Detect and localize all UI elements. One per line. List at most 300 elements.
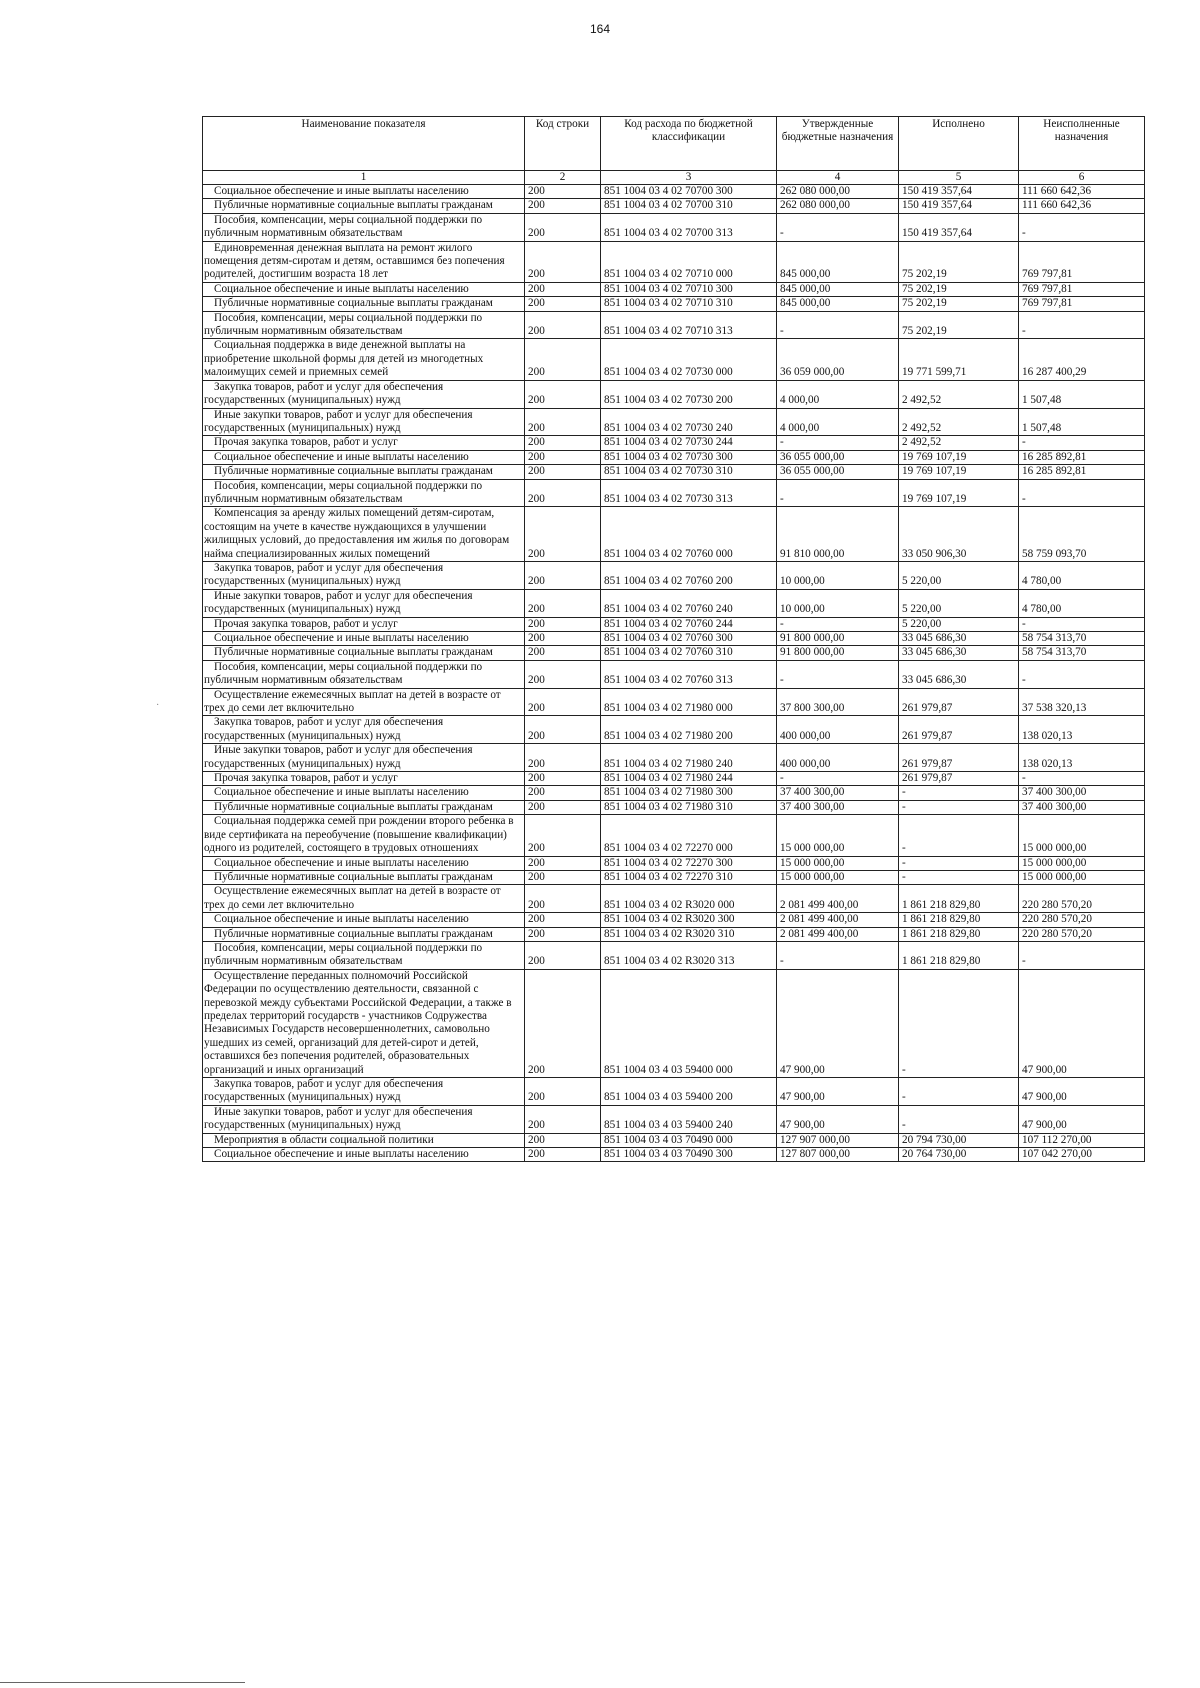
cell-expense-code: 851 1004 03 4 03 70490 000 [601,1133,777,1147]
table-row [203,646,1145,660]
cell-executed: - [899,786,1019,800]
cell-approved: 127 907 000,00 [777,1133,899,1147]
cell-executed: 19 769 107,19 [899,479,1019,507]
cell-remaining: 1 507,48 [1019,408,1145,436]
cell-indicator-name [203,185,525,199]
cell-executed: 150 419 357,64 [899,213,1019,241]
header-row [203,117,1145,171]
cell-expense-code: 851 1004 03 4 02 71980 240 [601,744,777,772]
indicator-text: Публичные нормативные социальные выплаты гражданам [214,199,493,212]
cell-line-code: 200 [525,800,601,814]
table-row [203,927,1145,941]
table-row [203,913,1145,927]
cell-indicator-name [203,800,525,814]
cell-approved: 845 000,00 [777,241,899,282]
table-row [203,436,1145,450]
indicator-text: Закупка товаров, работ и услуг для обеспечения государственных (муниципальных) нужд [204,380,444,407]
cell-line-code: 200 [525,213,601,241]
cell-remaining: 58 754 313,70 [1019,632,1145,646]
cell-executed: - [899,1105,1019,1133]
cell-executed: 150 419 357,64 [899,185,1019,199]
cell-approved: 36 055 000,00 [777,450,899,464]
cell-remaining: 4 780,00 [1019,589,1145,617]
cell-indicator-name [203,941,525,969]
cell-line-code: 200 [525,561,601,589]
cell-approved: 36 059 000,00 [777,339,899,380]
cell-indicator-name [203,297,525,311]
cell-remaining: - [1019,311,1145,339]
table-row [203,1105,1145,1133]
cell-executed: 2 492,52 [899,436,1019,450]
table-row [203,185,1145,199]
cell-executed: 19 771 599,71 [899,339,1019,380]
cell-indicator-name [203,465,525,479]
cell-line-code: 200 [525,507,601,562]
cell-approved: 37 800 300,00 [777,688,899,716]
indicator-text: Публичные нормативные социальные выплаты гражданам [214,870,493,883]
cell-indicator-name [203,339,525,380]
cell-approved: 47 900,00 [777,1078,899,1106]
cell-line-code: 200 [525,688,601,716]
cell-expense-code: 851 1004 03 4 02 70700 310 [601,199,777,213]
cell-line-code: 200 [525,617,601,631]
cell-approved: 2 081 499 400,00 [777,913,899,927]
cell-line-code: 200 [525,646,601,660]
cell-expense-code: 851 1004 03 4 03 59400 200 [601,1078,777,1106]
cell-remaining: 16 285 892,81 [1019,465,1145,479]
table-row [203,660,1145,688]
cell-indicator-name [203,282,525,296]
cell-executed: 261 979,87 [899,688,1019,716]
cell-remaining: 37 400 300,00 [1019,800,1145,814]
cell-executed: 20 794 730,00 [899,1133,1019,1147]
table-row [203,885,1145,913]
cell-indicator-name [203,213,525,241]
cell-line-code: 200 [525,716,601,744]
column-number: 6 [1019,171,1145,185]
cell-executed: 5 220,00 [899,561,1019,589]
indicator-text: Прочая закупка товаров, работ и услуг [214,436,398,449]
cell-approved: - [777,311,899,339]
cell-approved: 845 000,00 [777,297,899,311]
cell-approved: 4 000,00 [777,380,899,408]
cell-executed: 261 979,87 [899,716,1019,744]
cell-line-code: 200 [525,465,601,479]
cell-remaining: 769 797,81 [1019,297,1145,311]
header-executed: Исполнено [899,117,1019,171]
cell-approved: 262 080 000,00 [777,199,899,213]
cell-indicator-name [203,1105,525,1133]
cell-expense-code: 851 1004 03 4 02 71980 244 [601,772,777,786]
cell-executed: 20 764 730,00 [899,1148,1019,1162]
table-row [203,297,1145,311]
indicator-text: Осуществление ежемесячных выплат на детей в возрасте от трех до семи лет включительно [204,885,501,911]
cell-line-code: 200 [525,311,601,339]
table-row [203,856,1145,870]
cell-indicator-name [203,646,525,660]
cell-expense-code: 851 1004 03 4 02 70710 310 [601,297,777,311]
cell-indicator-name [203,380,525,408]
cell-remaining: 15 000 000,00 [1019,815,1145,856]
cell-expense-code: 851 1004 03 4 03 70490 300 [601,1148,777,1162]
cell-remaining: 15 000 000,00 [1019,856,1145,870]
indicator-text: Социальное обеспечение и иные выплаты населению [214,450,469,463]
cell-remaining: 16 285 892,81 [1019,450,1145,464]
cell-approved: 127 807 000,00 [777,1148,899,1162]
cell-executed: 33 050 906,30 [899,507,1019,562]
indicator-text: Закупка товаров, работ и услуг для обеспечения государственных (муниципальных) нужд [204,561,444,588]
indicator-text: Социальное обеспечение и иные выплаты населению [214,282,469,295]
header-indicator-name: Наименование показателя [203,117,525,171]
indicator-text: Пособия, компенсации, меры социальной поддержки по публичным нормативным обязательствам [204,213,483,240]
table-row [203,800,1145,814]
cell-remaining: 769 797,81 [1019,282,1145,296]
cell-remaining: - [1019,213,1145,241]
cell-line-code: 200 [525,969,601,1077]
cell-line-code: 200 [525,185,601,199]
table-body [203,185,1145,1162]
table-row [203,617,1145,631]
cell-remaining: 111 660 642,36 [1019,185,1145,199]
cell-executed: 2 492,52 [899,408,1019,436]
cell-indicator-name [203,561,525,589]
column-number: 1 [203,171,525,185]
cell-line-code: 200 [525,744,601,772]
cell-line-code: 200 [525,479,601,507]
column-number: 3 [601,171,777,185]
table-row [203,561,1145,589]
indicator-text: Публичные нормативные социальные выплаты гражданам [214,927,493,940]
cell-line-code: 200 [525,241,601,282]
cell-remaining: 15 000 000,00 [1019,870,1145,884]
cell-line-code: 200 [525,199,601,213]
cell-executed: 75 202,19 [899,311,1019,339]
cell-executed: 5 220,00 [899,589,1019,617]
indicator-text: Пособия, компенсации, меры социальной поддержки по публичным нормативным обязательствам [204,660,483,687]
cell-approved: 15 000 000,00 [777,870,899,884]
cell-expense-code: 851 1004 03 4 02 71980 310 [601,800,777,814]
cell-remaining: 107 112 270,00 [1019,1133,1145,1147]
cell-indicator-name [203,311,525,339]
cell-executed: 1 861 218 829,80 [899,941,1019,969]
cell-expense-code: 851 1004 03 4 03 59400 000 [601,969,777,1077]
cell-remaining: 1 507,48 [1019,380,1145,408]
cell-executed: 33 045 686,30 [899,646,1019,660]
column-number-row [203,171,1145,185]
table-row [203,311,1145,339]
cell-remaining: 16 287 400,29 [1019,339,1145,380]
cell-executed: 261 979,87 [899,744,1019,772]
cell-remaining: 769 797,81 [1019,241,1145,282]
cell-executed: 75 202,19 [899,282,1019,296]
header-line-code: Код строки [525,117,601,171]
cell-executed: - [899,1078,1019,1106]
cell-indicator-name [203,199,525,213]
cell-line-code: 200 [525,913,601,927]
cell-expense-code: 851 1004 03 4 02 70760 200 [601,561,777,589]
cell-expense-code: 851 1004 03 4 02 72270 300 [601,856,777,870]
cell-indicator-name [203,1078,525,1106]
cell-executed: 1 861 218 829,80 [899,913,1019,927]
cell-expense-code: 851 1004 03 4 02 70760 310 [601,646,777,660]
table-row [203,450,1145,464]
cell-line-code: 200 [525,436,601,450]
cell-executed: 33 045 686,30 [899,660,1019,688]
cell-approved: 15 000 000,00 [777,815,899,856]
indicator-text: Компенсация за аренду жилых помещений детям-сиротам, состоящим на учете в качестве нуждающихся в улучшении жилищных условий, до предоставления им жилья по договорам найма специализированных жилых помещений [204,507,510,560]
cell-line-code: 200 [525,632,601,646]
cell-indicator-name [203,436,525,450]
cell-expense-code: 851 1004 03 4 02 70730 200 [601,380,777,408]
cell-remaining: 47 900,00 [1019,969,1145,1077]
cell-executed: 261 979,87 [899,772,1019,786]
header-approved: Утвержденные бюджетные назначения [777,117,899,171]
cell-line-code: 200 [525,589,601,617]
indicator-text: Пособия, компенсации, меры социальной поддержки по публичным нормативным обязательствам [204,941,483,968]
cell-indicator-name [203,885,525,913]
indicator-text: Иные закупки товаров, работ и услуг для обеспечения государственных (муниципальных) нужд [204,589,473,616]
cell-remaining: 4 780,00 [1019,561,1145,589]
cell-expense-code: 851 1004 03 4 02 70760 313 [601,660,777,688]
column-number: 4 [777,171,899,185]
indicator-text: Публичные нормативные социальные выплаты гражданам [214,297,493,310]
cell-approved: 10 000,00 [777,589,899,617]
cell-line-code: 200 [525,786,601,800]
indicator-text: Осуществление ежемесячных выплат на детей в возрасте от трех до семи лет включительно [204,688,501,715]
cell-expense-code: 851 1004 03 4 02 70730 000 [601,339,777,380]
cell-remaining: 220 280 570,20 [1019,885,1145,913]
indicator-text: Публичные нормативные социальные выплаты гражданам [214,465,493,478]
cell-executed: 2 492,52 [899,380,1019,408]
table-row [203,786,1145,800]
cell-expense-code: 851 1004 03 4 02 72270 310 [601,870,777,884]
indicator-text: Прочая закупка товаров, работ и услуг [214,772,398,785]
cell-approved: 4 000,00 [777,408,899,436]
table-row [203,632,1145,646]
cell-indicator-name [203,870,525,884]
cell-remaining: 37 538 320,13 [1019,688,1145,716]
page-number: 164 [589,22,611,36]
cell-executed: 19 769 107,19 [899,450,1019,464]
table-row [203,339,1145,380]
cell-expense-code: 851 1004 03 4 02 70710 000 [601,241,777,282]
cell-approved: - [777,436,899,450]
cell-approved: 400 000,00 [777,744,899,772]
cell-line-code: 200 [525,1105,601,1133]
cell-expense-code: 851 1004 03 4 02 70760 244 [601,617,777,631]
cell-executed: 1 861 218 829,80 [899,927,1019,941]
cell-approved: - [777,617,899,631]
cell-expense-code: 851 1004 03 4 02 70760 240 [601,589,777,617]
indicator-text: Закупка товаров, работ и услуг для обеспечения государственных (муниципальных) нужд [204,716,444,742]
table-row [203,870,1145,884]
cell-line-code: 200 [525,885,601,913]
cell-remaining: 220 280 570,20 [1019,927,1145,941]
cell-remaining: - [1019,617,1145,631]
indicator-text: Иные закупки товаров, работ и услуг для обеспечения государственных (муниципальных) нужд [204,744,473,770]
cell-approved: - [777,772,899,786]
indicator-text: Социальное обеспечение и иные выплаты населению [214,856,469,869]
cell-remaining: 58 754 313,70 [1019,646,1145,660]
cell-executed: - [899,800,1019,814]
table-row [203,465,1145,479]
cell-remaining: 138 020,13 [1019,716,1145,744]
cell-line-code: 200 [525,1078,601,1106]
cell-line-code: 200 [525,772,601,786]
cell-line-code: 200 [525,815,601,856]
cell-expense-code: 851 1004 03 4 02 70710 300 [601,282,777,296]
cell-remaining: 138 020,13 [1019,744,1145,772]
cell-expense-code: 851 1004 03 4 02 70730 310 [601,465,777,479]
cell-approved: 400 000,00 [777,716,899,744]
cell-line-code: 200 [525,870,601,884]
cell-indicator-name [203,241,525,282]
cell-line-code: 200 [525,1148,601,1162]
indicator-text: Публичные нормативные социальные выплаты гражданам [214,646,493,659]
cell-executed: 1 861 218 829,80 [899,885,1019,913]
table-row [203,1148,1145,1162]
cell-indicator-name [203,688,525,716]
cell-indicator-name [203,786,525,800]
cell-expense-code: 851 1004 03 4 03 59400 240 [601,1105,777,1133]
table-row [203,772,1145,786]
cell-expense-code: 851 1004 03 4 02 70730 240 [601,408,777,436]
indicator-text: Мероприятия в области социальной политики [214,1133,434,1146]
cell-approved: 47 900,00 [777,969,899,1077]
header-remaining: Неисполненные назначения [1019,117,1145,171]
table-row [203,213,1145,241]
cell-line-code: 200 [525,380,601,408]
cell-executed: - [899,856,1019,870]
cell-approved: 37 400 300,00 [777,800,899,814]
table-row [203,815,1145,856]
indicator-text: Иные закупки товаров, работ и услуг для обеспечения государственных (муниципальных) нужд [204,1105,473,1132]
table-row [203,479,1145,507]
cell-line-code: 200 [525,927,601,941]
cell-remaining: - [1019,772,1145,786]
table-row [203,282,1145,296]
table-row [203,1078,1145,1106]
cell-approved: - [777,213,899,241]
cell-line-code: 200 [525,660,601,688]
cell-expense-code: 851 1004 03 4 02 70760 000 [601,507,777,562]
cell-executed: 33 045 686,30 [899,632,1019,646]
bottom-rule [0,1682,245,1683]
cell-remaining: 220 280 570,20 [1019,913,1145,927]
cell-expense-code: 851 1004 03 4 02 71980 000 [601,688,777,716]
indicator-text: Осуществление переданных полномочий Российской Федерации по осуществлению деятельности, связанной с перевозкой между субъектами Российской Федерации, а также в пределах территорий государств - участников Содружества Независимых Государств несовершеннолетних, самовольно ушедших из семей, организаций для детей-сирот и детей, оставшихся без попечения родителей, образовательных организаций и иных организаций [204,969,512,1076]
cell-expense-code: 851 1004 03 4 02 70730 313 [601,479,777,507]
cell-remaining: 58 759 093,70 [1019,507,1145,562]
column-number: 2 [525,171,601,185]
cell-indicator-name [203,856,525,870]
cell-expense-code: 851 1004 03 4 02 R3020 300 [601,913,777,927]
cell-approved: 845 000,00 [777,282,899,296]
indicator-text: Пособия, компенсации, меры социальной поддержки по публичным нормативным обязательствам [204,479,483,505]
cell-approved: 91 800 000,00 [777,632,899,646]
cell-remaining: 111 660 642,36 [1019,199,1145,213]
indicator-text: Социальное обеспечение и иные выплаты населению [214,913,469,926]
cell-line-code: 200 [525,856,601,870]
cell-indicator-name [203,927,525,941]
cell-expense-code: 851 1004 03 4 02 70730 300 [601,450,777,464]
indicator-text: Публичные нормативные социальные выплаты гражданам [214,800,493,813]
table-row [203,507,1145,562]
cell-approved: - [777,941,899,969]
cell-expense-code: 851 1004 03 4 02 71980 200 [601,716,777,744]
cell-remaining: 37 400 300,00 [1019,786,1145,800]
cell-approved: 10 000,00 [777,561,899,589]
cell-indicator-name [203,507,525,562]
cell-indicator-name [203,815,525,856]
cell-expense-code: 851 1004 03 4 02 R3020 000 [601,885,777,913]
cell-remaining: 47 900,00 [1019,1105,1145,1133]
cell-approved: - [777,479,899,507]
cell-approved: 47 900,00 [777,1105,899,1133]
cell-indicator-name [203,450,525,464]
cell-line-code: 200 [525,282,601,296]
table-row [203,1133,1145,1147]
cell-executed: 5 220,00 [899,617,1019,631]
cell-line-code: 200 [525,297,601,311]
cell-indicator-name [203,969,525,1077]
cell-remaining: 47 900,00 [1019,1078,1145,1106]
table-row [203,241,1145,282]
cell-line-code: 200 [525,941,601,969]
cell-approved: 262 080 000,00 [777,185,899,199]
cell-approved: 37 400 300,00 [777,786,899,800]
column-number: 5 [899,171,1019,185]
table-row [203,688,1145,716]
cell-expense-code: 851 1004 03 4 02 70700 300 [601,185,777,199]
indicator-text: Прочая закупка товаров, работ и услуг [214,617,398,630]
cell-approved: 15 000 000,00 [777,856,899,870]
cell-expense-code: 851 1004 03 4 02 70710 313 [601,311,777,339]
cell-indicator-name [203,617,525,631]
cell-executed: - [899,870,1019,884]
cell-executed: 150 419 357,64 [899,199,1019,213]
cell-line-code: 200 [525,450,601,464]
indicator-text: Социальное обеспечение и иные выплаты населению [214,786,469,799]
table-row [203,380,1145,408]
table-row [203,941,1145,969]
indicator-text: Социальное обеспечение и иные выплаты населению [214,1148,469,1161]
cell-expense-code: 851 1004 03 4 02 70760 300 [601,632,777,646]
cell-remaining: - [1019,941,1145,969]
cell-executed: 75 202,19 [899,241,1019,282]
cell-expense-code: 851 1004 03 4 02 R3020 310 [601,927,777,941]
cell-line-code: 200 [525,339,601,380]
cell-executed: - [899,815,1019,856]
table-row [203,589,1145,617]
table-row [203,199,1145,213]
cell-indicator-name [203,744,525,772]
cell-indicator-name [203,479,525,507]
table-row [203,969,1145,1077]
cell-indicator-name [203,632,525,646]
cell-remaining: 107 042 270,00 [1019,1148,1145,1162]
cell-line-code: 200 [525,1133,601,1147]
table-row [203,716,1145,744]
cell-approved: 2 081 499 400,00 [777,885,899,913]
indicator-text: Единовременная денежная выплата на ремонт жилого помещения детям-сиротам и детям, оставшимся без попечения родителей, достигшим возраста 18 лет [204,241,505,281]
cell-expense-code: 851 1004 03 4 02 70730 244 [601,436,777,450]
cell-expense-code: 851 1004 03 4 02 70700 313 [601,213,777,241]
cell-executed: - [899,969,1019,1077]
cell-indicator-name [203,1133,525,1147]
cell-expense-code: 851 1004 03 4 02 71980 300 [601,786,777,800]
cell-executed: 19 769 107,19 [899,465,1019,479]
